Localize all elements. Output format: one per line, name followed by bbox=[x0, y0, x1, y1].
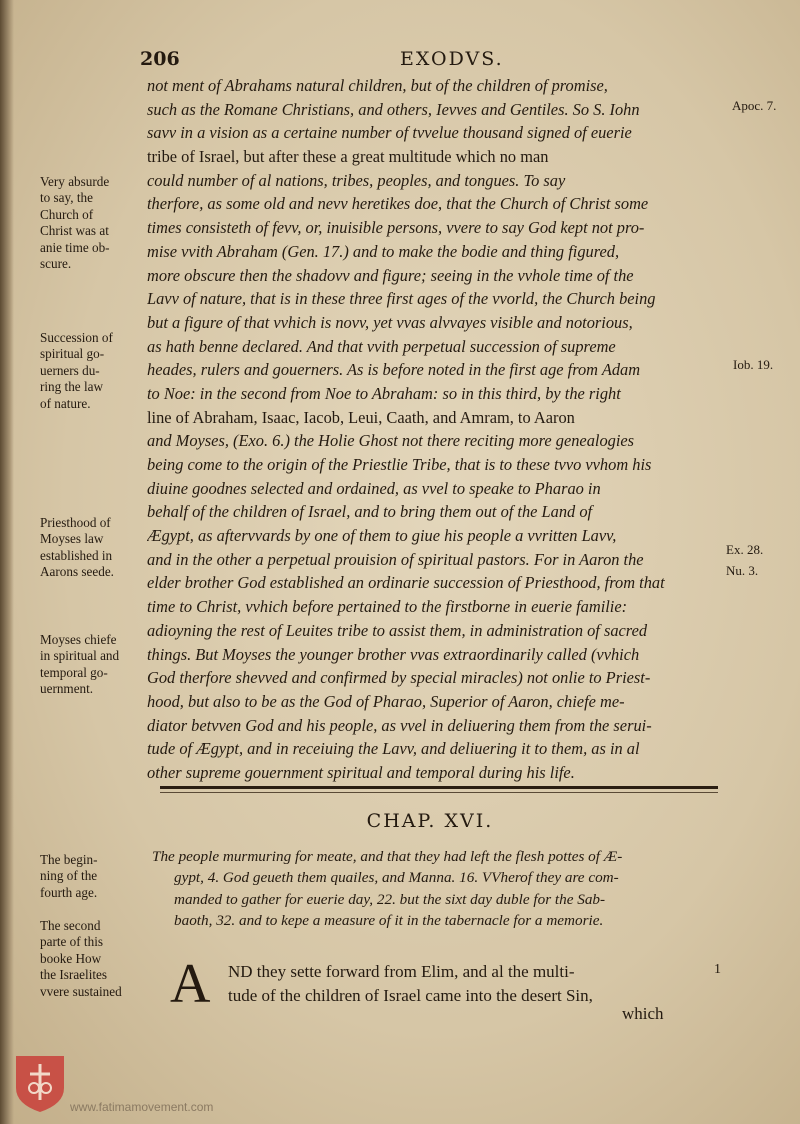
text-line: being come to the origin of the Priestlie Tribe, that is to these tvvo vvhom his bbox=[147, 455, 652, 474]
text-line: other supreme gouernment spiritual and temporal during his life. bbox=[147, 762, 575, 782]
text-line: could number of al nations, tribes, peoples, and tongues. To say bbox=[147, 170, 566, 190]
note-line: Christ was at bbox=[40, 223, 109, 239]
text-line: elder brother God established an ordinarie succession of Priesthood, from that bbox=[147, 573, 665, 593]
text-line: mise vvith Abraham (Gen. 17.) and to make the bodie and thing figured, bbox=[147, 241, 620, 261]
argument-line: baoth, 32. and to kepe a measure of it in the tabernacle for a memorie. bbox=[174, 912, 604, 930]
note-line: Priesthood of bbox=[40, 515, 111, 530]
note-line: parte of this bbox=[40, 934, 103, 950]
margin-ref-exodus: Ex. 28. bbox=[726, 542, 764, 557]
section-divider bbox=[160, 786, 718, 789]
text-line: diuine goodnes selected and ordained, as vvel to speake to Pharao in bbox=[147, 478, 601, 498]
commentary-text bbox=[147, 74, 729, 785]
text-line: diator betvven God and his people, as vvel in deliuering them from the serui- bbox=[147, 715, 652, 735]
margin-ref-numbers: Nu. 3. bbox=[726, 563, 759, 578]
argument-line: gypt, 4. God geueth them quailes, and Manna. 16. VVherof they are com- bbox=[174, 869, 619, 887]
note-line: fourth age. bbox=[40, 884, 98, 900]
text-line: Ægypt, as aftervvards by one of them to giue his people a vvritten Lavv, bbox=[147, 526, 617, 546]
text-line: heades, rulers and gouerners. As is before noted in the first age from Adam bbox=[147, 360, 641, 380]
watermark-url[interactable]: www.fatimamovement.com bbox=[70, 1100, 214, 1114]
margin-ref-apoc: Apoc. 7. bbox=[732, 98, 777, 113]
note-line: uerners du- bbox=[40, 362, 100, 378]
text-line: to Noe: in the second from Noe to Abraham: so in this third, by the right bbox=[147, 383, 621, 403]
fatima-logo-icon bbox=[12, 1052, 68, 1114]
text-line: and Moyses, (Exo. 6.) the Holie Ghost not there reciting more genealogies bbox=[147, 431, 635, 451]
running-title: EXODVS. bbox=[400, 48, 504, 70]
note-line: spiritual go- bbox=[40, 346, 105, 362]
note-line: Moyses law bbox=[40, 531, 104, 547]
margin-ref-iob: Iob. 19. bbox=[733, 357, 774, 372]
text-line: adioyning the rest of Leuites tribe to assist them, in administration of sacred bbox=[147, 620, 648, 640]
argument-line: manded to gather for euerie day, 22. but the sixt day duble for the Sab- bbox=[174, 890, 606, 908]
margin-note-moyses bbox=[40, 632, 150, 698]
note-line: Very absurde bbox=[40, 174, 110, 189]
text-line: such as the Romane Christians, and others, Ievves and Gentiles. So S. Iohn bbox=[147, 99, 640, 119]
text-line: but a figure of that vvhich is novv, yet vvas alvvayes visible and notorious, bbox=[147, 312, 633, 332]
text-line: things. But Moyses the younger brother vvas extraordinarily called (vvhich bbox=[147, 644, 640, 664]
margin-note-second-parte bbox=[40, 918, 150, 1000]
text-line: God therfore shevved and confirmed by special miracles) not onlie to Priest- bbox=[147, 668, 651, 688]
chapter-opening-text bbox=[228, 960, 708, 1007]
drop-cap: A bbox=[170, 953, 211, 1015]
note-line: Moyses chiefe bbox=[40, 632, 117, 647]
page-number: 206 bbox=[140, 48, 180, 70]
note-line: the Israelites bbox=[40, 967, 108, 983]
note-line: vvere sustained bbox=[40, 983, 122, 999]
note-line: established in bbox=[40, 547, 113, 563]
note-line: ning of the bbox=[40, 868, 98, 884]
margin-note-succession bbox=[40, 330, 150, 412]
note-line: booke How bbox=[40, 950, 102, 966]
text-line: time to Christ, vvhich before pertained to the firstborne in euerie familie: bbox=[147, 597, 628, 617]
text-line: behalf of the children of Israel, and to bring them out of the Land of bbox=[147, 502, 593, 522]
page-spine-shadow bbox=[0, 0, 14, 1124]
opening-line: tude of the children of Israel came into the desert Sin, bbox=[228, 985, 593, 1005]
text-line: times consisteth of fevv, or, inuisible persons, vvere to say God kept not pro- bbox=[147, 218, 645, 238]
note-line: uernment. bbox=[40, 681, 94, 697]
margin-note-absurde bbox=[40, 174, 150, 272]
note-line: scure. bbox=[40, 256, 72, 272]
text-line: tribe of Israel, but after these a great multitude which no man bbox=[147, 147, 549, 167]
note-line: Aarons seede. bbox=[40, 564, 114, 580]
margin-note-fourth-age bbox=[40, 852, 150, 901]
text-line: not ment of Abrahams natural children, but of the children of promise, bbox=[147, 76, 608, 95]
text-line: as hath benne declared. And that vvith perpetual succession of supreme bbox=[147, 336, 616, 356]
note-line: The second bbox=[40, 918, 101, 933]
note-line: Church of bbox=[40, 206, 94, 222]
catchword: which bbox=[622, 1004, 664, 1023]
text-line: Lavv of nature, that is in these three first ages of the vvorld, the Church being bbox=[147, 289, 656, 309]
text-line: tude of Ægypt, and in receiuing the Lavv, and deliuering it to them, as in al bbox=[147, 739, 640, 759]
text-line: and in the other a perpetual prouision of spiritual pastors. For in Aaron the bbox=[147, 549, 644, 569]
note-line: anie time ob- bbox=[40, 239, 110, 255]
chapter-heading: CHAP. XVI. bbox=[366, 810, 494, 832]
text-line: more obscure then the shadovv and figure; seeing in the vvhole time of the bbox=[147, 265, 634, 285]
note-line: to say, the bbox=[40, 190, 93, 206]
margin-note-priesthood bbox=[40, 515, 150, 581]
argument-line: The people murmuring for meate, and that they had left the flesh pottes of Æ- bbox=[152, 848, 623, 865]
page-header bbox=[140, 48, 700, 74]
text-line: line of Abraham, Isaac, Iacob, Leui, Caath, and Amram, to Aaron bbox=[147, 407, 575, 427]
note-line: temporal go- bbox=[40, 664, 108, 680]
note-line: The begin- bbox=[40, 852, 98, 867]
note-line: in spiritual and bbox=[40, 648, 120, 664]
chapter-argument bbox=[152, 846, 722, 932]
text-line: savv in a vision as a certaine number of tvvelue thousand signed of euerie bbox=[147, 123, 632, 143]
verse-number: 1 bbox=[714, 962, 721, 977]
text-line: therfore, as some old and nevv heretikes doe, that the Church of Christ some bbox=[147, 194, 649, 214]
note-line: of nature. bbox=[40, 395, 91, 411]
note-line: Succession of bbox=[40, 330, 113, 345]
opening-line: ND they sette forward from Elim, and al the multi- bbox=[228, 962, 575, 981]
note-line: ring the law bbox=[40, 379, 103, 395]
text-line: hood, but also to be as the God of Pharao, Superior of Aaron, chiefe me- bbox=[147, 691, 625, 711]
